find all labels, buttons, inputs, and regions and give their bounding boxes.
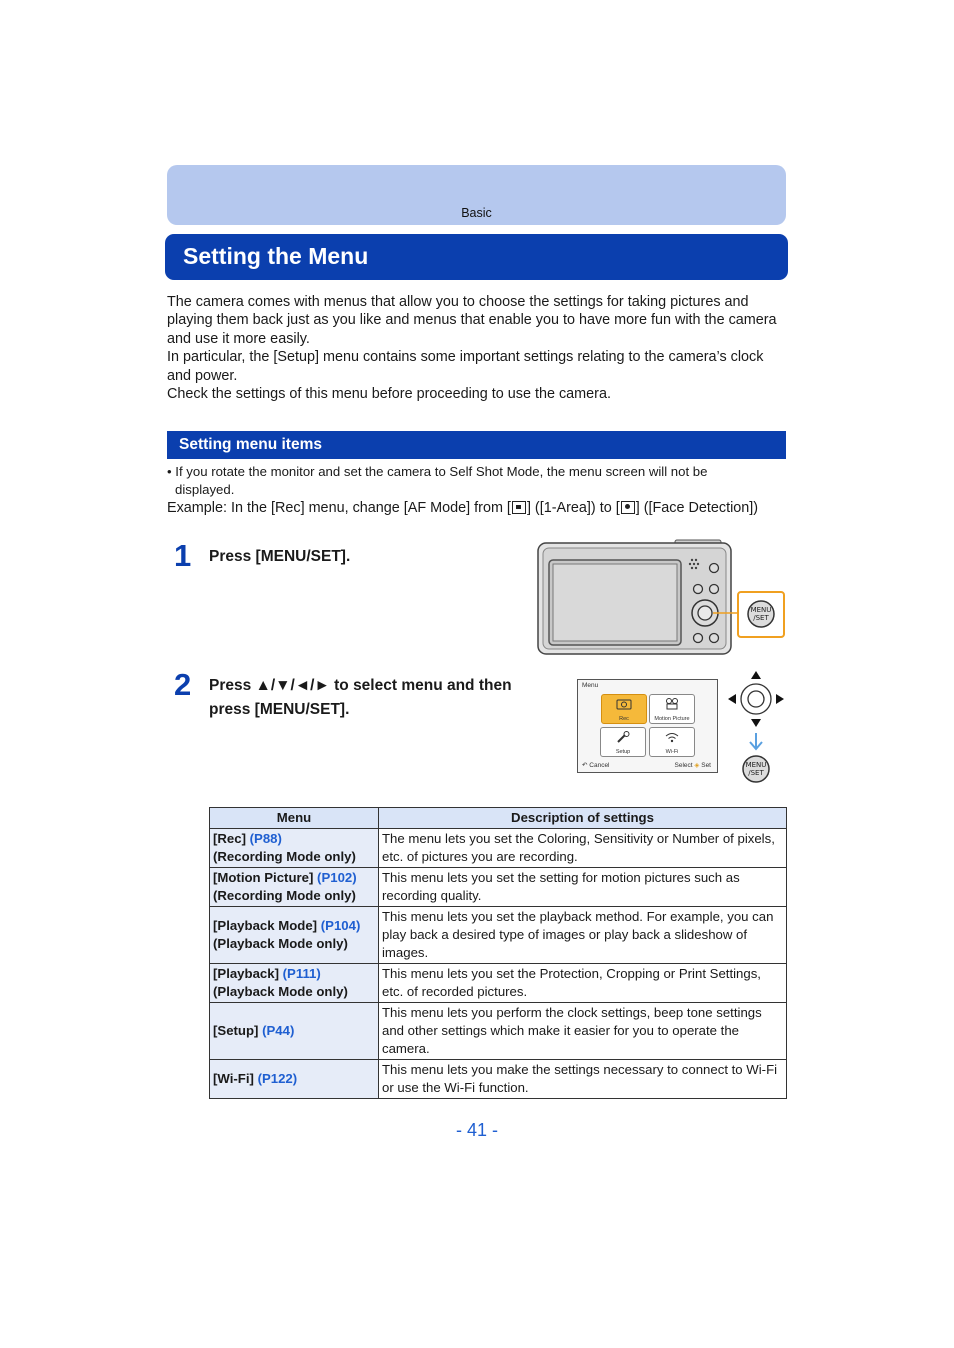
camera-illustration — [537, 538, 787, 663]
step-2-line-1: Press ▲/▼/◄/► to select menu and then — [209, 677, 512, 694]
left-arrow-icon — [728, 694, 736, 704]
right-arrow-icon — [776, 694, 784, 704]
step-1-line-1: Press [MENU/SET]. — [209, 548, 351, 565]
table-row — [210, 1060, 787, 1099]
menu-mode: (Playback Mode only) — [213, 936, 348, 951]
description-cell: This menu lets you set the Protection, Cropping or Print Settings, etc. of recorded pictures. — [379, 964, 787, 1003]
page-ref-link[interactable]: (P122) — [257, 1071, 298, 1086]
screen-bottom-bar — [582, 761, 711, 769]
step-2-number: 2 — [174, 667, 192, 702]
menu-name: [Setup] — [213, 1023, 259, 1038]
menu-name: [Playback Mode] — [213, 918, 318, 933]
description-cell: This menu lets you make the settings necessary to connect to Wi-Fi or use the Wi-Fi function. — [379, 1060, 787, 1099]
dpad-menu-label-1: MENU — [745, 761, 767, 769]
one-area-icon — [512, 501, 526, 514]
page-number: - 41 - — [455, 1120, 498, 1140]
face-detection-icon — [621, 501, 635, 514]
screen-select-label: Select — [674, 762, 693, 769]
intro-text — [167, 293, 787, 403]
step-1-number: 1 — [174, 538, 192, 573]
page-title: Setting the Menu — [183, 243, 369, 269]
tile-rec — [601, 694, 647, 724]
screen-cancel-label: Cancel — [589, 762, 610, 769]
description-cell: This menu lets you set the setting for motion pictures such as recording quality. — [379, 868, 787, 907]
dpad-mini-icon: ◈ — [694, 762, 700, 769]
menu-cell — [210, 907, 379, 964]
tile-wifi — [649, 727, 695, 757]
intro-paragraph-3: Check the settings of this menu before proceeding to use the camera. — [167, 386, 611, 403]
description-cell: This menu lets you perform the clock settings, beep tone settings and other settings which make it easier for you to operate the camera. — [379, 1003, 787, 1060]
note-line-1: • If you rotate the monitor and set the camera to Self Shot Mode, the menu screen will not be — [167, 464, 708, 479]
tile-setup — [600, 727, 646, 757]
up-arrow-icon — [751, 671, 761, 679]
table-header-row — [210, 808, 787, 829]
menu-name: [Rec] — [213, 831, 246, 846]
menu-cell — [210, 964, 379, 1003]
header-band — [167, 165, 786, 225]
camera-menu-label-1: MENU — [750, 606, 772, 614]
page-ref-link[interactable]: (P104) — [320, 918, 361, 933]
table-row — [210, 964, 787, 1003]
menu-name: [Wi-Fi] — [213, 1071, 254, 1086]
menu-mode: (Recording Mode only) — [213, 888, 356, 903]
page-ref-link[interactable]: (P111) — [282, 966, 321, 981]
menu-cell — [210, 829, 379, 868]
wifi-icon — [664, 731, 680, 743]
camera-menu-label-2: /SET — [753, 614, 769, 622]
page-ref-link[interactable]: (P102) — [317, 870, 357, 885]
tile-motion-picture — [649, 694, 695, 724]
step-1-text — [209, 545, 350, 569]
example-part-3: ] ([Face Detection]) — [635, 500, 759, 516]
menu-cell — [210, 1003, 379, 1060]
camera-icon — [616, 698, 632, 710]
menu-table — [209, 807, 787, 1099]
example-part-2: ] ([1-Area]) to [ — [526, 500, 620, 516]
table-row — [210, 868, 787, 907]
down-arrow-icon — [751, 719, 761, 727]
table-row — [210, 907, 787, 964]
table-row — [210, 829, 787, 868]
tile-label: Wi-Fi — [665, 749, 679, 755]
intro-paragraph-2: In particular, the [Setup] menu contains some important settings relating to the camera’s clock and power. — [167, 349, 764, 384]
tile-label: Motion Picture — [654, 716, 690, 722]
dpad-menu-label-2: /SET — [748, 769, 764, 777]
section-heading — [167, 431, 786, 459]
menu-mode: (Playback Mode only) — [213, 984, 348, 999]
example-part-1: Example: In the [Rec] menu, change [AF Mode] from [ — [167, 500, 511, 516]
tile-label: Rec — [619, 716, 629, 722]
section-label: Basic — [461, 206, 492, 220]
step-2-line-2: press [MENU/SET]. — [209, 701, 350, 718]
intro-paragraph-1: The camera comes with menus that allow you to choose the settings for taking pictures and playing them back just as you like and menus that enable you to have more fun with the camera and use it more easily. — [167, 294, 777, 347]
screen-set-label: Set — [701, 762, 711, 769]
menu-name: [Playback] — [213, 966, 279, 981]
step-2-text — [209, 674, 512, 722]
example-text — [167, 499, 792, 517]
menu-name: [Motion Picture] — [213, 870, 314, 885]
note — [167, 463, 787, 499]
menu-cell — [210, 1060, 379, 1099]
screen-title: Menu — [582, 682, 599, 689]
note-line-2: displayed. — [175, 482, 235, 497]
movie-camera-icon — [664, 698, 680, 710]
menu-mode: (Recording Mode only) — [213, 849, 356, 864]
header-description: Description of settings — [379, 808, 787, 829]
description-cell: The menu lets you set the Coloring, Sensitivity or Number of pixels, etc. of pictures you are recording. — [379, 829, 787, 868]
description-cell: This menu lets you set the playback method. For example, you can play back a desired type of images or play back a slideshow of images. — [379, 907, 787, 964]
dpad-illustration — [725, 668, 789, 791]
page-ref-link[interactable]: (P88) — [249, 831, 282, 846]
back-arrow-icon: ↶ — [582, 762, 588, 769]
table-row — [210, 1003, 787, 1060]
wrench-icon — [615, 731, 631, 743]
header-menu: Menu — [210, 808, 379, 829]
page-ref-link[interactable]: (P44) — [262, 1023, 295, 1038]
title-bar — [165, 234, 788, 280]
menu-cell — [210, 868, 379, 907]
section-heading-text: Setting menu items — [179, 436, 322, 453]
menu-screen-illustration — [577, 679, 718, 773]
tile-label: Setup — [615, 749, 631, 755]
